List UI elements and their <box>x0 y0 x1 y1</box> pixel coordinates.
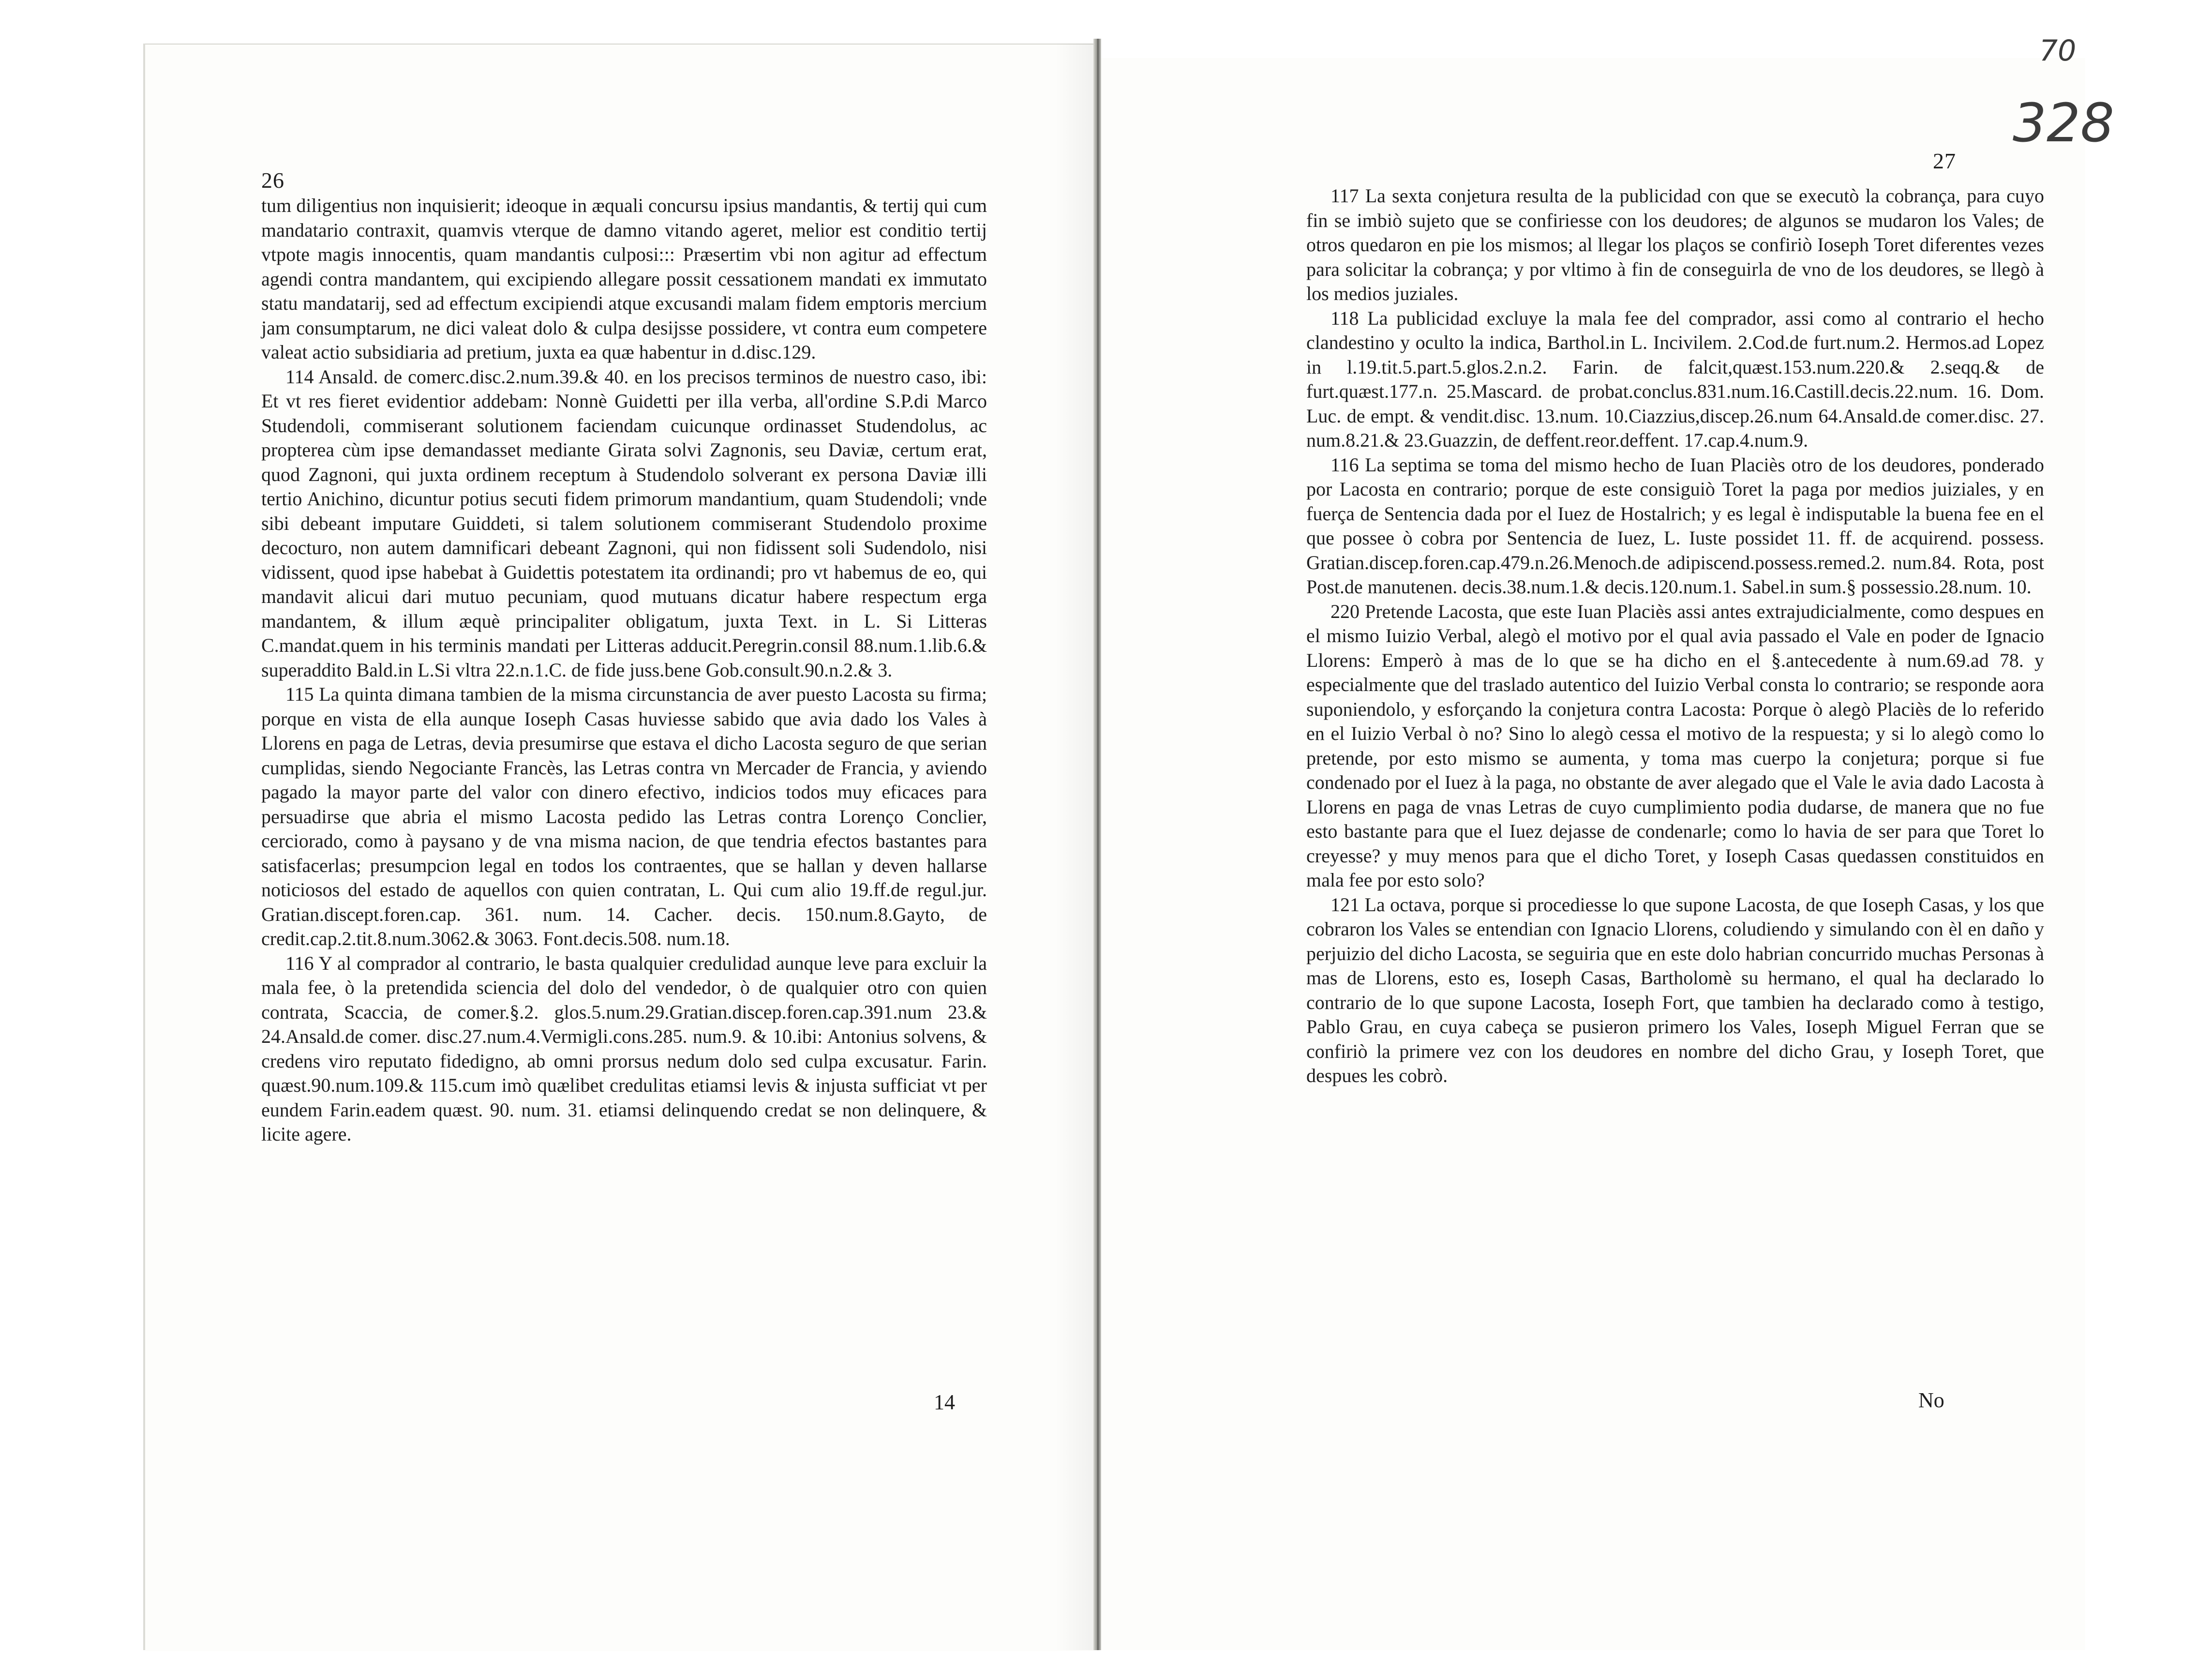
paragraph-114: 114 Ansald. de comerc.disc.2.num.39.& 40. en los precisos terminos de nuestro caso, ibi: Et vt res fieret evidentior addebam: Nonnè Guidetti per illa verba, all'ordine S.P.di Marco Studendoli, commiserant solutionem faciendam cuicunque ordinasset Studendolus, ac propterea cùm ipse demandasset mediante Girata solvi Zagnonis, seu Daviæ, certum erat, quod Zagnoni, qui juxta ordinem receptum à Studendolo solverant ex persona Daviæ illi tertio Anichino, dicuntur potius secuti fidem primorum mandantium, quam Studendoli; vnde sibi debeant imputare Guiddeti, si talem solutionem commiserant Studendolo proxime decocturo, non autem damnificari debeant Zagnoni, qui non fidissent soli Sudendolo, nisi vidissent, quod ipse habebat à Guidettis potestatem ita ordinandi; pro vt habemus de eo, qui mandavit alicui dari mutuo pecuniam, quod mutuans dicatur habere respectum erga mandantem, & illum æquè principaliter obligatum, juxta Text. in L. Si Litteras C.mandat.quem in his terminis mandati per Litteras adducit.Peregrin.consil 88.num.1.lib.6.& superaddito Bald.in L.Si vltra 22.n.1.C. de fide juss.bene Gob.consult.90.n.2.& 3. <box>261 365 987 681</box>
left-page-edge <box>143 44 145 1650</box>
folio-annotation-large: 328 <box>2013 92 2114 154</box>
paragraph-121: 121 La octava, porque si procediesse lo que supone Lacosta, de que Ioseph Casas, y los que cobraron los Vales se entendian con Ignacio Llorens, coludiendo y simulando con èl en daño y perjuizio del dicho Lacosta, se seguiria que en este dolo habrian concurrido muchas Personas à mas de Llorens, esto es, Ioseph Casas, Bartholomè su hermano, el qual ha declarado lo contrario de lo que supone Lacosta, Ioseph Fort, que tambien ha declarado como à testigo, Pablo Grau, en cuya cabeça se pusieron primero los Vales, Ioseph Miguel Ferran que se confiriò la primere vez con los deudores en nombre del dicho Grau, y Ioseph Toret, que despues les cobrò. <box>1306 893 2044 1086</box>
left-catchword: 14 <box>934 1390 955 1414</box>
paragraph-117: 117 La sexta conjetura resulta de la publicidad con que se executò la cobrança, para cuyo fin se imbiò sujeto que se confiriesse con los deudores; de algunos se mudaron los Vales; de otros quedaron en pie los mismos; al llegar los plaços se confiriò Ioseph Toret diferentes vezes para solicitar la cobrança; y por vltimo à fin de conseguirla de vno de los deudores, se llegò à los medios juziales. <box>1306 185 2044 304</box>
paragraph-116: 116 Y al comprador al contrario, le basta qualquier credulidad aunque leve para excluir la mala fee, ò la pretendida sciencia del dolo del vendedor, ò de qualquier otro con quien contrata, Scaccia, de comer.§.2. glos.5.num.29.Gratian.discep.foren.cap.391.num 23.& 24.Ansald.de comer. disc.27.num.4.Vermigli.cons.285. num.9. & 10.ibi: Antonius solvens, & credens viro reputato fidedigno, ab omni prorsus nedum dolo sed culpa excusatur. Farin. quæst.90.num.109.& 115.cum imò quælibet credulitas etiamsi levis & injusta sufficiat vt per eundem Farin.eadem quæst. 90. num. 31. etiamsi delinquendo credat se non delinquere, & licite agere. <box>261 952 987 1145</box>
left-text-block <box>261 194 987 1147</box>
right-catchword: No <box>1918 1388 1944 1412</box>
paragraph-118: 118 La publicidad excluye la mala fee del comprador, assi como al contrario el hecho clandestino y oculto la indica, Barthol.in L. Incivilem. 2.Cod.de furt.num.2. Hermos.ad Lopez in l.19.tit.5.part.5.glos.2.n.2. Farin. de falcit,quæst.153.num.220.& 2.seqq.& de furt.quæst.177.n. 25.Mascard. de probat.conclus.831.num.16.Castill.decis.22.num. 16. Dom. Luc. de empt. & vendit.disc. 13.num. 10.Ciazzius,discep.26.num 64.Ansald.de comer.disc. 27. num.8.21.& 23.Guazzin, de deffent.reor.deffent. 17.cap.4.num.9. <box>1306 307 2044 451</box>
folio-annotation-small: 70 <box>2039 34 2077 68</box>
paragraph-115: 115 La quinta dimana tambien de la misma circunstancia de aver puesto Lacosta su firma; porque en vista de ella aunque Ioseph Casas huviesse sabido que avia dado los Vales à Llorens en paga de Letras, devia presumirse que estava el dicho Lacosta seguro de que serian cumplidas, siendo Negociante Francès, las Letras contra vn Mercader de Francia, y aviendo pagado la mayor parte del valor con dinero efectivo, indicios todos muy eficaces para persuadirse que abria el mismo Lacosta pedido las Letras contra Lorenço Conclier, cerciorado, como à paysano y de vna misma nacion, de que tendria efectos bastantes para satisfacerlas; presumpcion legal en todos los contraentes, que se hallan y deven hallarse noticiosos del estado de aquellos con quien contratan, L. Qui cum alio 19.ff.de regul.jur. Gratian.discept.foren.cap. 361. num. 14. Cacher. decis. 150.num.8.Gayto, de credit.cap.2.tit.8.num.3062.& 3063. Font.decis.508. num.18. <box>261 683 987 949</box>
paragraph-220: 220 Pretende Lacosta, que este Iuan Placiès assi antes extrajudicialmente, como despues en el mismo Iuizio Verbal, alegò el motivo por el qual avia passado el Vale en poder de Ignacio Llorens: Emperò à mas de lo que se ha dicho en el §.antecedente à num.69.ad 78. y especialmente que del traslado autentico del Iuizio Verbal consta lo contrario; se responde aora suponiendolo, y esforçando la conjetura contra Lacosta: Porque ò alegò Placiès de lo referido en el Iuizio Verbal ò no? Sino lo alegò cessa el motivo de la respuesta; y si lo alegò como lo pretende, por esto mismo se aumenta, y toma mas cuerpo la conjetura; porque si fue condenado por el Iuez à la paga, no obstante de aver alegado que el Vale le avia dado Lacosta à Llorens en paga de vnas Letras de cuyo cumplimiento podia dudarse, de manera que no fue esto bastante para que el Iuez dejasse de condenarle; como lo havia de ser para que Toret lo creyesse? y muy menos para que el dicho Toret, y Ioseph Casas quedassen constituidos en mala fee por esto solo? <box>1306 600 2044 891</box>
gutter-shadow <box>1055 44 1096 1650</box>
right-page-number: 27 <box>1933 149 1956 173</box>
right-text-block <box>1306 184 2044 1088</box>
paragraph-116-right: 116 La septima se toma del mismo hecho de Iuan Placiès otro de los deudores, ponderado por Lacosta en contrario; porque de este consiguiò Toret la paga por medios juiziales, y en fuerça de Sentencia dada por el Iuez de Hostalrich; y es legal è indisputable la buena fee en el que possee ò cobra por Sentencia de Iuez, L. Iuste possidet 11. ff. de acquirend. possess. Gratian.discep.foren.cap.479.n.26.Menoch.de adipiscend.possess.remed.2. num.84. Rota, post Post.de manutenen. decis.38.num.1.& decis.120.num.1. Sabel.in sum.§ possessio.28.num. 10. <box>1306 453 2044 598</box>
book-gutter <box>1093 39 1101 1650</box>
left-page-number: 26 <box>261 168 284 193</box>
paragraph-continuation: tum diligentius non inquisierit; ideoque in æquali concursu ipsius mandantis, & tertij qui cum mandatario contraxit, quamvis vterque de damno vitando ageret, melior est conditio tertij vtpote magis innocentis, quam mandantis culposi::: Præsertim vbi non agitur ad effectum agendi contra mandantem, qui excipiendo allegare possit cessationem mandati ex immutato statu mandatarij, sed ad effectum excipiendi atque excusandi malam fidem emptoris mercium jam consumptarum, ne dici valeat dolo & culpa desijsse possidere, vt contra eum competere valeat actio subsidiaria ad pretium, juxta ea quæ habentur in d.disc.129. <box>261 195 987 363</box>
